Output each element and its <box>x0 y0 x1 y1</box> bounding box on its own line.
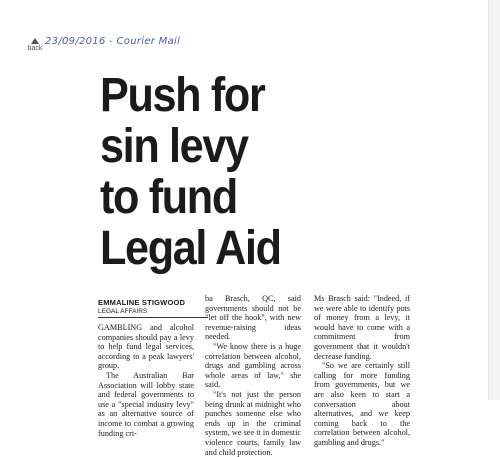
paragraph: Ms Brasch said: "Indeed, if we were able to identify pots of money from a levy, it would have to come with a commitment from government that it wouldn't decrease funding. <box>314 294 410 361</box>
paragraph: ba Brasch, QC, said governments should not be "let off the hook", with new revenue-raising ideas needed. <box>205 294 301 342</box>
headline-line: Push for <box>100 69 265 122</box>
headline-line: sin levy <box>100 120 248 173</box>
byline-author: EMMALINE STIGWOOD <box>98 298 186 307</box>
paragraph: GAMBLING and alcohol companies should pay a levy to help fund legal services, according to a peak lawyers' group. <box>98 323 194 371</box>
back-label: back <box>27 45 43 52</box>
paragraph: "It's not just the person being drunk at midnight who punches someone else who ends up in the criminal system, we see it in domestic violence courts, family law and child protection. <box>205 389 301 457</box>
handwritten-date-note: 23/09/2016 - Courier Mail <box>45 36 181 47</box>
byline <box>98 298 208 318</box>
byline-section: LEGAL AFFAIRS <box>98 308 208 318</box>
paragraph: "We know there is a huge correlation between alcohol, drugs and gambling across whole areas of law," she said. <box>205 341 301 390</box>
back-button[interactable] <box>24 38 46 52</box>
headline <box>100 70 400 274</box>
paragraph: "So we are certainly still calling for more funding from governments, but we are also keen to start a conversation about alternatives, and we keep coming back to the correlation between alcohol, gambling and drugs." <box>314 361 410 447</box>
article-column-2 <box>205 294 301 457</box>
article-column-3 <box>314 294 410 448</box>
paragraph: The Australian Bar Association will lobby state and federal governments to use a "special industry levy" as an alternative source of income to combat a growing funding cri- <box>98 370 194 438</box>
headline-line: to fund <box>100 171 237 224</box>
up-arrow-icon <box>31 38 39 44</box>
headline-line: Legal Aid <box>100 222 281 275</box>
article-column-1 <box>98 323 194 438</box>
page-edge <box>488 0 500 400</box>
